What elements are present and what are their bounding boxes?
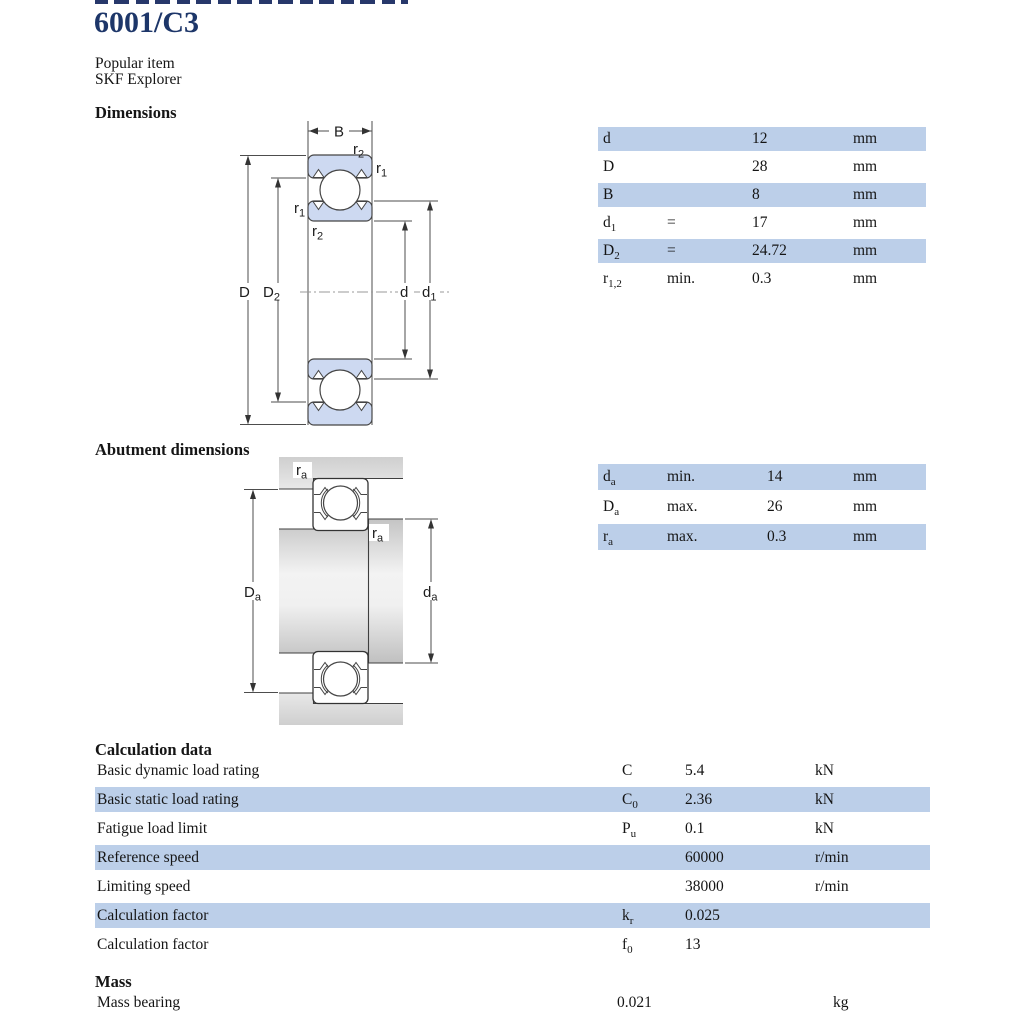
unit-cell: mm xyxy=(853,242,878,259)
symbol-cell: $r_{1,2}$ xyxy=(603,270,622,291)
symbol-cell: $C_0$ xyxy=(622,790,638,811)
value-cell: 5.4 xyxy=(685,761,705,779)
bearing-section-upper xyxy=(313,479,368,531)
value-cell: 0.021 xyxy=(617,994,652,1011)
table-row xyxy=(95,901,930,930)
symbol-cell: D xyxy=(603,158,615,175)
value-cell: 0.025 xyxy=(685,906,720,924)
calculation-table xyxy=(95,756,930,959)
table-row xyxy=(598,522,926,552)
value-cell: 8 xyxy=(752,186,760,203)
symbol-cell: C xyxy=(622,761,633,779)
value-cell: 12 xyxy=(752,130,768,147)
value-cell: 0.3 xyxy=(752,270,772,287)
qualifier-cell: min. xyxy=(667,468,695,485)
symbol-cell: B xyxy=(603,186,614,203)
value-cell: 28 xyxy=(752,158,768,175)
tag-skf-explorer: SKF Explorer xyxy=(95,71,182,88)
dimension-d xyxy=(374,221,412,359)
table-row xyxy=(95,756,930,785)
value-cell: 0.3 xyxy=(767,528,787,545)
unit-cell: mm xyxy=(853,528,878,545)
table-row xyxy=(95,843,930,872)
unit-cell: mm xyxy=(853,468,878,485)
label-r2: $r_2$ xyxy=(312,223,324,243)
dimension-da xyxy=(405,519,443,663)
label-B: B xyxy=(333,123,345,141)
unit-cell: kg xyxy=(833,994,849,1011)
label-da: $d_a$ xyxy=(423,584,438,604)
qualifier-cell: = xyxy=(667,242,676,259)
section-heading-dimensions: Dimensions xyxy=(95,103,177,122)
unit-cell: mm xyxy=(853,130,878,147)
unit-cell: r/min xyxy=(815,848,849,866)
label-cell: Mass bearing xyxy=(97,994,181,1011)
symbol-cell: $D_a$ xyxy=(603,498,620,519)
unit-cell: mm xyxy=(853,214,878,231)
value-cell: 0.1 xyxy=(685,819,705,837)
label-cell: Basic dynamic load rating xyxy=(97,761,260,779)
dimensions-table xyxy=(598,125,926,293)
qualifier-cell: = xyxy=(667,214,676,231)
label-cell: Fatigue load limit xyxy=(97,819,208,837)
value-cell: 2.36 xyxy=(685,790,713,808)
abutment-drawing xyxy=(238,452,450,734)
mass-table xyxy=(95,989,930,1017)
bearing-section-lower xyxy=(313,652,368,704)
clipped-text-sliver xyxy=(95,0,408,4)
tag-popular-item: Popular item xyxy=(95,55,175,72)
label-D2: $D_2$ xyxy=(263,284,280,304)
table-row xyxy=(95,989,930,1017)
ball xyxy=(324,486,358,520)
unit-cell: mm xyxy=(853,186,878,203)
section-heading-mass: Mass xyxy=(95,972,132,991)
qualifier-cell: max. xyxy=(667,528,698,545)
svg-text:ra: $r_a$ xyxy=(296,462,308,482)
label-D: D xyxy=(239,284,250,301)
unit-cell: kN xyxy=(815,790,834,808)
label-r1: $r_1$ xyxy=(294,200,306,220)
symbol-cell: d xyxy=(603,130,611,147)
page-title: 6001/C3 xyxy=(94,6,199,39)
section-heading-calculation: Calculation data xyxy=(95,740,212,759)
dimension-Da xyxy=(242,490,278,693)
table-row xyxy=(598,237,926,265)
table-row xyxy=(95,930,930,959)
value-cell: 17 xyxy=(752,214,768,231)
table-row xyxy=(598,125,926,153)
unit-cell: kN xyxy=(815,819,834,837)
symbol-cell: $k_r$ xyxy=(622,906,634,927)
symbol-cell: $d_1$ xyxy=(603,214,617,235)
label-d1: $d_1$ xyxy=(422,284,437,304)
svg-text:ra: $r_a$ xyxy=(372,525,384,545)
symbol-cell: $r_a$ xyxy=(603,528,614,549)
symbol-cell: $d_a$ xyxy=(603,468,616,489)
bearing-cross-section-drawing xyxy=(230,115,452,433)
value-cell: 14 xyxy=(767,468,783,485)
table-row xyxy=(95,785,930,814)
symbol-cell: $f_0$ xyxy=(622,935,633,956)
label-cell: Basic static load rating xyxy=(97,790,239,808)
table-row xyxy=(598,153,926,181)
unit-cell: mm xyxy=(853,270,878,287)
value-cell: 38000 xyxy=(685,877,724,895)
dimension-B xyxy=(308,124,372,141)
table-row xyxy=(95,872,930,901)
value-cell: 26 xyxy=(767,498,783,515)
label-d: d xyxy=(400,284,409,301)
qualifier-cell: min. xyxy=(667,270,695,287)
section-heading-abutment: Abutment dimensions xyxy=(95,440,250,459)
abutment-table xyxy=(598,462,926,552)
label-cell: Calculation factor xyxy=(97,906,209,924)
label-r2: $r_2$ xyxy=(353,141,365,161)
unit-cell: mm xyxy=(853,158,878,175)
label-Da: $D_a$ xyxy=(244,584,261,604)
label-cell: Limiting speed xyxy=(97,877,191,895)
symbol-cell: $D_2$ xyxy=(603,242,620,263)
label-r1: $r_1$ xyxy=(376,160,388,180)
table-row xyxy=(598,462,926,492)
qualifier-cell: max. xyxy=(667,498,698,515)
label-cell: Calculation factor xyxy=(97,935,209,953)
symbol-cell: $P_u$ xyxy=(622,819,637,840)
table-row xyxy=(598,181,926,209)
bearing-section-upper xyxy=(308,155,372,221)
ball xyxy=(320,170,360,210)
value-cell: 24.72 xyxy=(752,242,787,259)
table-row xyxy=(598,265,926,293)
value-cell: 60000 xyxy=(685,848,724,866)
label-cell: Reference speed xyxy=(97,848,199,866)
bearing-section-lower xyxy=(308,359,372,425)
unit-cell: mm xyxy=(853,498,878,515)
table-row xyxy=(95,814,930,843)
value-cell: 13 xyxy=(685,935,701,953)
table-row xyxy=(598,492,926,522)
unit-cell: r/min xyxy=(815,877,849,895)
unit-cell: kN xyxy=(815,761,834,779)
table-row xyxy=(598,209,926,237)
